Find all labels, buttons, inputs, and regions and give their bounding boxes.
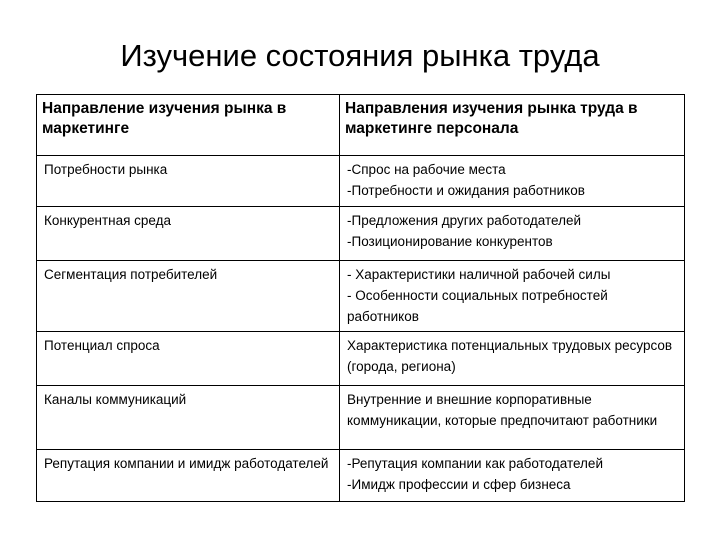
table-cell [37, 332, 340, 386]
cell-line: Внутренние и внешние корпоративные коммуникации, которые предпочитают работники [347, 392, 658, 428]
cell-line: -Потребности и ожидания работников [347, 183, 585, 198]
cell-line: Потенциал спроса [44, 338, 160, 353]
cell-line: Каналы коммуникаций [44, 392, 187, 407]
table-row [37, 207, 685, 261]
cell-line: Конкурентная среда [44, 213, 172, 228]
table-row [37, 386, 685, 450]
table-cell [37, 207, 340, 261]
cell-line: Репутация компании и имидж работодателей [44, 456, 329, 471]
table-cell [37, 156, 340, 207]
table-cell [340, 261, 685, 332]
table-cell [37, 261, 340, 332]
table-cell [340, 207, 685, 261]
cell-line: - Характеристики наличной рабочей силы [347, 267, 611, 282]
cell-line: -Позиционирование конкурентов [347, 234, 553, 249]
column-header: Направление изучения рынка в маркетинге [37, 95, 340, 156]
cell-line: - Особенности социальных потребностей работников [347, 288, 608, 324]
cell-line: -Спрос на рабочие места [347, 162, 506, 177]
table-row [37, 156, 685, 207]
table-row [37, 332, 685, 386]
table-cell [37, 386, 340, 450]
table-cell [340, 332, 685, 386]
table-cell [340, 156, 685, 207]
table-row [37, 261, 685, 332]
table-cell [340, 386, 685, 450]
table-cell [340, 450, 685, 502]
page-title: Изучение состояния рынка труда [120, 38, 600, 73]
column-header: Направления изучения рынка труда в маркетинге персонала [340, 95, 685, 156]
cell-line: -Репутация компании как работодателей [347, 456, 603, 471]
cell-line: -Имидж профессии и сфер бизнеса [347, 477, 571, 492]
cell-line: Сегментация потребителей [44, 267, 218, 282]
table-cell [37, 450, 340, 502]
cell-line: Характеристика потенциальных трудовых ресурсов (города, региона) [347, 338, 673, 374]
cell-line: -Предложения других работодателей [347, 213, 582, 228]
table-header-row [37, 95, 685, 156]
table-row [37, 450, 685, 502]
cell-line: Потребности рынка [44, 162, 168, 177]
labor-market-table [36, 94, 685, 502]
